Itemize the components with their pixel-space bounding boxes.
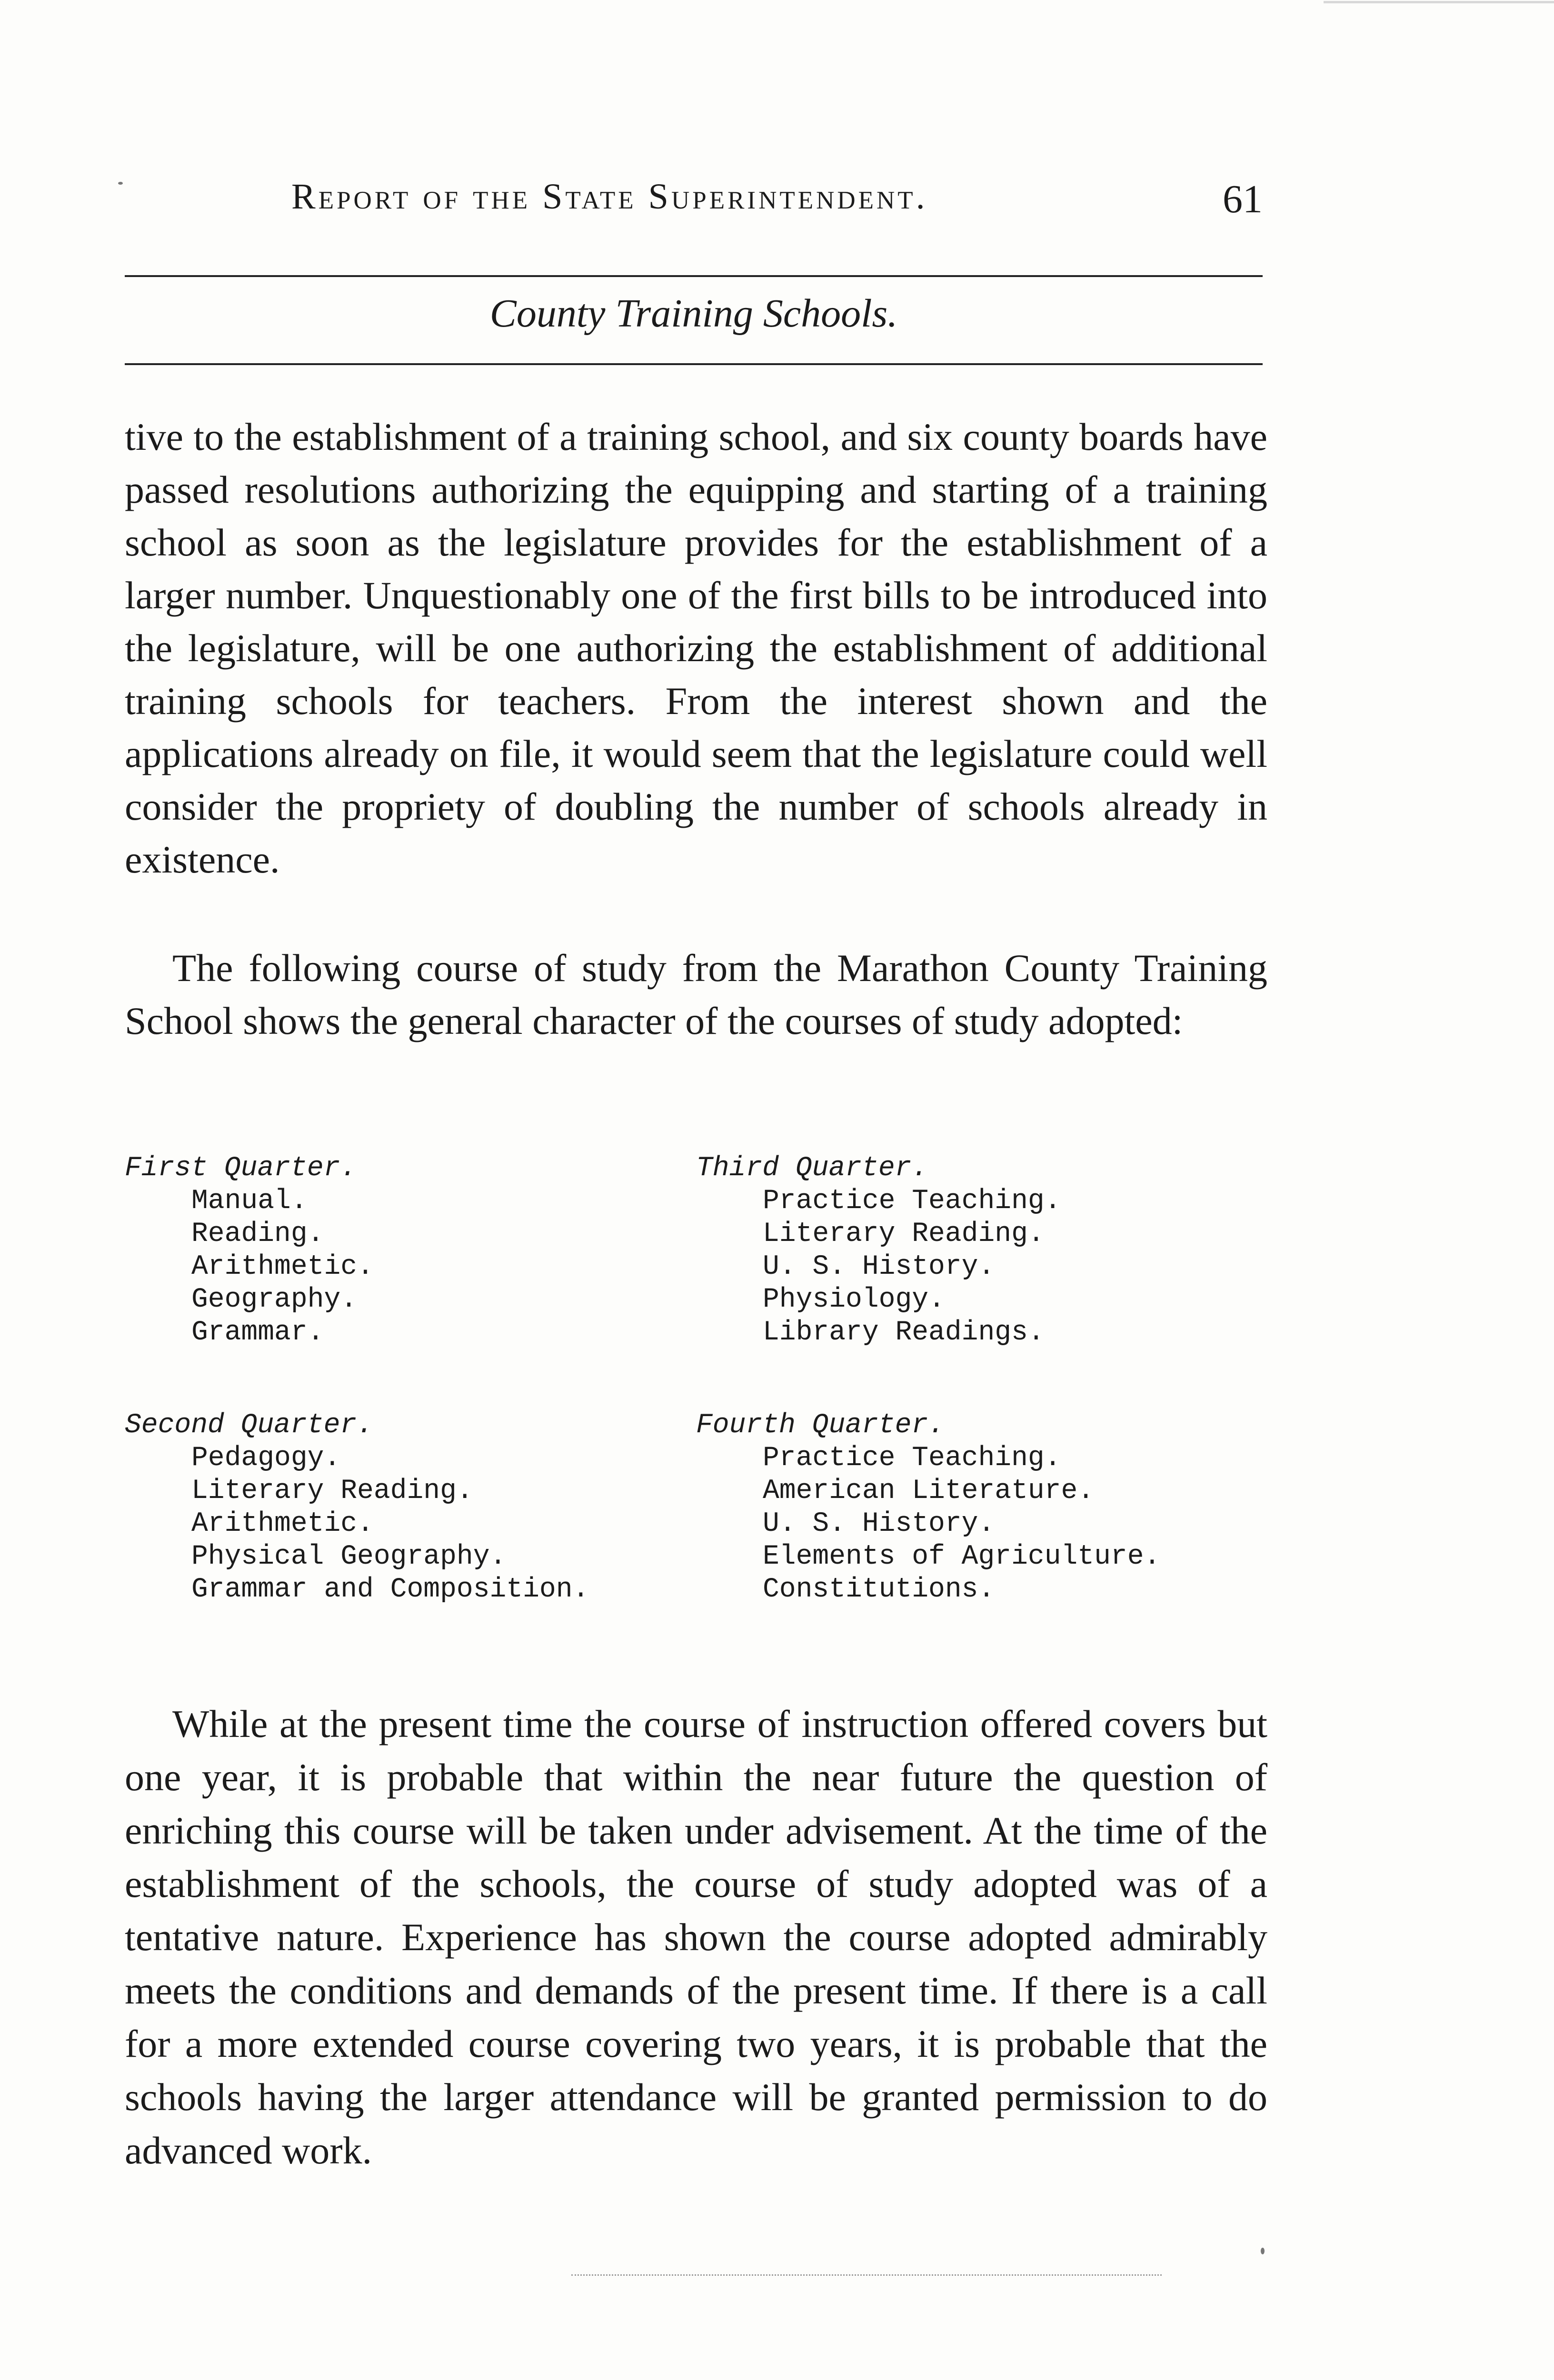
running-head: Report of the State Superintendent. xyxy=(291,177,928,217)
quarter-heading: Fourth Quarter. xyxy=(696,1410,945,1441)
body-paragraph-1: tive to the establishment of a training school, and six county boards have passed resolutions authorizing the equipping and starting of a training school as soon as the legislature provides for the establishment of a larger number. Unquestionably one of the first bills to be introduced into the legislature, will be one authorizing the establishment of additional training schools for teachers. From the interest shown and the applications already on file, it would seem that the legislature could well consider the propriety of doubling the number of schools already in existence. xyxy=(125,415,1267,881)
scan-speck xyxy=(1261,2248,1265,2254)
course-second-quarter xyxy=(125,1409,672,1606)
body-paragraph-3: While at the present time the course of instruction offered covers but one year, it is probable that within the near future the question of enriching this course will be taken under advisement. At the time of the establishment of the schools, the course of study adopted was of a tentative nature. Experience has shown the course adopted admirably meets the conditions and demands of the present time. If there is a call for a more extended course covering two years, it is probable that the schools having the larger attendance will be granted permission to do advanced work. xyxy=(125,1702,1267,2172)
body-paragraph-2: The following course of study from the Marathon County Training School shows the general character of the courses of study adopted: xyxy=(125,946,1267,1042)
subject-item: Pedagogy. xyxy=(191,1443,341,1474)
subject-item: Grammar and Composition. xyxy=(191,1574,589,1605)
subject-item: Geography. xyxy=(191,1284,358,1315)
course-third-quarter xyxy=(696,1152,1244,1349)
subject-item: Elements of Agriculture. xyxy=(763,1541,1161,1572)
subject-item: Physical Geography. xyxy=(191,1541,507,1572)
course-first-quarter xyxy=(125,1152,672,1349)
subject-item: Reading. xyxy=(191,1219,324,1250)
subject-item: Constitutions. xyxy=(763,1574,995,1605)
header-rule-top xyxy=(125,275,1263,277)
subject-item: U. S. History. xyxy=(763,1251,995,1282)
subject-list xyxy=(696,1442,1244,1606)
subject-list xyxy=(125,1442,672,1606)
subject-item: Grammar. xyxy=(191,1317,324,1348)
quarter-heading: First Quarter. xyxy=(125,1153,357,1184)
subject-item: Arithmetic. xyxy=(191,1508,374,1539)
page-number: 61 xyxy=(1223,177,1263,221)
subject-item: U. S. History. xyxy=(763,1508,995,1539)
subject-item: Practice Teaching. xyxy=(763,1186,1061,1217)
subject-item: American Literature. xyxy=(763,1476,1095,1507)
subject-list xyxy=(125,1185,672,1349)
subject-list xyxy=(696,1185,1244,1349)
subject-item: Physiology. xyxy=(763,1284,945,1315)
subject-item: Arithmetic. xyxy=(191,1251,374,1282)
page-header xyxy=(291,176,1263,233)
scan-dust-line xyxy=(571,2274,1162,2276)
scan-speck xyxy=(118,182,123,185)
quarter-heading: Second Quarter. xyxy=(125,1410,374,1441)
subject-item: Manual. xyxy=(191,1186,308,1217)
header-rule-bottom xyxy=(125,363,1263,365)
subject-item: Library Readings. xyxy=(763,1317,1045,1348)
subject-item: Literary Reading. xyxy=(763,1219,1045,1250)
subject-item: Practice Teaching. xyxy=(763,1443,1061,1474)
course-fourth-quarter xyxy=(696,1409,1244,1606)
quarter-heading: Third Quarter. xyxy=(696,1153,928,1184)
section-title: County Training Schools. xyxy=(489,291,898,336)
page-edge-mark xyxy=(1324,1,1554,3)
subject-item: Literary Reading. xyxy=(191,1476,473,1507)
